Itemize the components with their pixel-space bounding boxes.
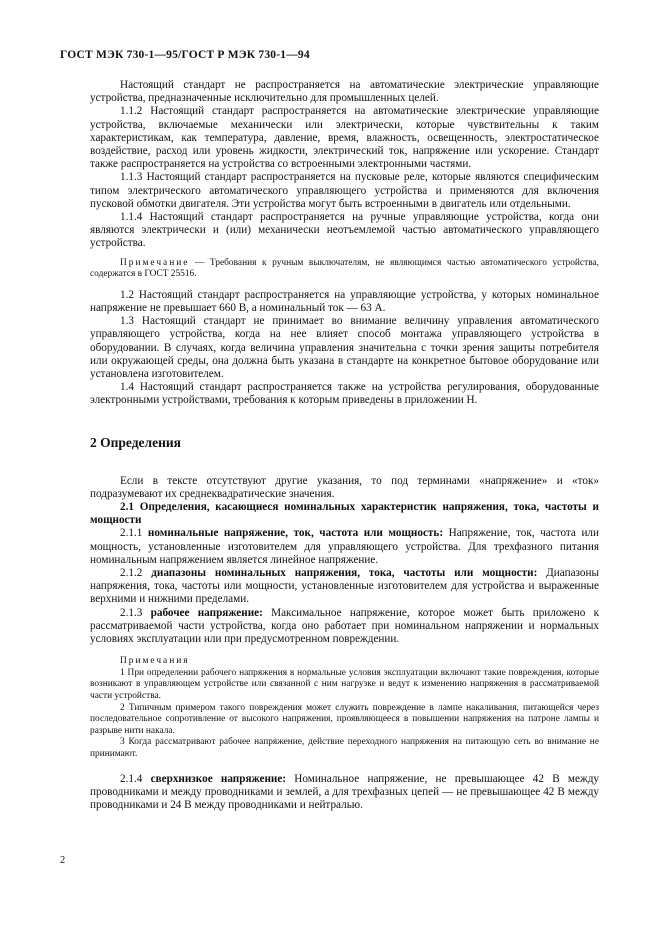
note-1 — [90, 258, 599, 281]
note-1-head: Примечание — [120, 257, 190, 268]
clause-2-1-2-number: 2.1.2 — [120, 567, 152, 580]
clause-2-1-1 — [90, 527, 599, 567]
clause-2-1: 2.1 Определения, касающиеся номинальных характеристик напряжения, тока, частоты и мощности — [90, 501, 599, 527]
clause-2-1-1-term: номинальные напряжение, ток, частота или мощность: — [147, 527, 444, 540]
section-2-heading: 2 Определения — [90, 434, 181, 450]
clause-2-1-4-text: Номинальное напряжение, не превышающее 42 В между проводниками и между проводниками и землей, а для трехфазных цепей — не превышающее 42 В между проводниками и 24 В между проводниками и нейтралью. — [90, 772, 599, 812]
clause-1-2: 1.2 Настоящий стандарт распространяется на управляющие устройства, у которых номинальное напряжение не превышает 660 В, а номинальный ток — 63 А. — [90, 288, 599, 315]
clause-2-1-3 — [90, 607, 599, 647]
intro-paragraph: Настоящий стандарт не распространяется на автоматические электрические управляющие устройства, предназначенные исключительно для промышленных целей. — [90, 79, 599, 105]
clause-2-1-1-text: Напряжение, ток, частота или мощность, установленные изготовителем для управляющего устройства. Для трехфазного питания номинальным напряжением является линейное напряжение. — [90, 527, 599, 566]
clause-2-1-2-term: диапазоны номинальных напряжения, тока, частоты или мощности: — [151, 567, 538, 580]
clause-1-1-3: 1.1.3 Настоящий стандарт распространяется на пусковые реле, которые являются специфическим типом электрического автоматического управляющего устройства и применяются для включения пусковой обмотки двигателя. Эти устройства могут быть встроенными в двигатель или отдельными. — [90, 171, 599, 210]
clause-1-1-2: 1.1.2 Настоящий стандарт распространяется на автоматические электрические управляющие устройства, включаемые механически или электрически, которые чувствительны к таким характеристикам, как температура, давление, время, влажность, освещенность, электростатическое воздействие, расход или уровень жидкости, электрический ток, напряжение или ускорение. Стандарт также распространяется на устройства со встроенными электронными частями. — [90, 105, 599, 171]
clause-2-1-2 — [90, 567, 599, 607]
definitions-intro: Если в тексте отсутствуют другие указания, то под терминами «напряжение» и «ток» подразумевают их среднеквадратические значения. — [90, 474, 599, 500]
clause-2-1-4-term: сверхнизкое напряжение: — [150, 772, 287, 785]
document-header: ГОСТ МЭК 730-1—95/ГОСТ Р МЭК 730-1—94 — [60, 49, 310, 61]
clause-1-3: 1.3 Настоящий стандарт не принимает во внимание величину управления автоматического управляющего устройства, когда на нее влияет способ монтажа управляющего устройства в оборудовании. В случаях, когда величина управления значительна с точки зрения защиты потребителя или окружающей среды, она должна быть указана в стандарте на конкретное бытовое оборудование или установлена изготовителем. — [90, 315, 599, 381]
page-number: 2 — [60, 855, 66, 866]
note-2-1: 1 При определении рабочего напряжения в нормальные условия эксплуатации включают такие повреждения, которые возникают в управляющем устройстве или связанной с ним нагрузке и ведут к изменению напряжения в рассматриваемой части устройства. — [90, 667, 599, 702]
clause-1-1-4: 1.1.4 Настоящий стандарт распространяется на ручные управляющие устройства, когда они являются электрически и (или) механически неотъемлемой частью автоматического управляющего устройства. — [90, 211, 599, 250]
notes-2-head: Примечания — [120, 656, 190, 667]
note-2-3: 3 Когда рассматривают рабочее напряжение, действие переходного напряжения на питающую сеть во внимание не принимают. — [90, 737, 599, 760]
clause-2-1-3-term: рабочее напряжение: — [150, 606, 263, 619]
note-1-body: — Требования к ручным выключателям, не являющимся частью автоматического устройства, содержатся в ГОСТ 25516. — [90, 257, 599, 280]
notes-2-heading — [90, 656, 599, 668]
clause-1-4: 1.4 Настоящий стандарт распространяется также на устройства регулирования, оборудованные электронными устройствами, требования к которым приведены в приложении Н. — [90, 381, 599, 407]
page-content — [90, 79, 599, 812]
clause-2-1-1-number: 2.1.1 — [120, 527, 148, 540]
clause-2-1-3-number: 2.1.3 — [120, 606, 151, 619]
clause-2-1-4 — [90, 773, 599, 813]
clause-2-1-2-text: Диапазоны напряжения, тока, частоты или мощности, установленные изготовителем для устройства и выраженные верхними и нижними пределами. — [90, 567, 600, 606]
clause-2-1-4-number: 2.1.4 — [120, 772, 151, 785]
note-2-2: 2 Типичным примером такого повреждения может служить повреждение в лампе накаливания, питающейся через последовательное сопротивление от высокого напряжения, проявляющееся в повышении напряжения на патроне лампы и разрыве нити накала. — [90, 702, 599, 736]
clause-2-1-3-text: Максимальное напряжение, которое может быть приложено к рассматриваемой части устройства, когда оно работает при номинальном напряжении и нормальных условиях эксплуатации или при предусмотренном повреждении. — [90, 606, 600, 646]
